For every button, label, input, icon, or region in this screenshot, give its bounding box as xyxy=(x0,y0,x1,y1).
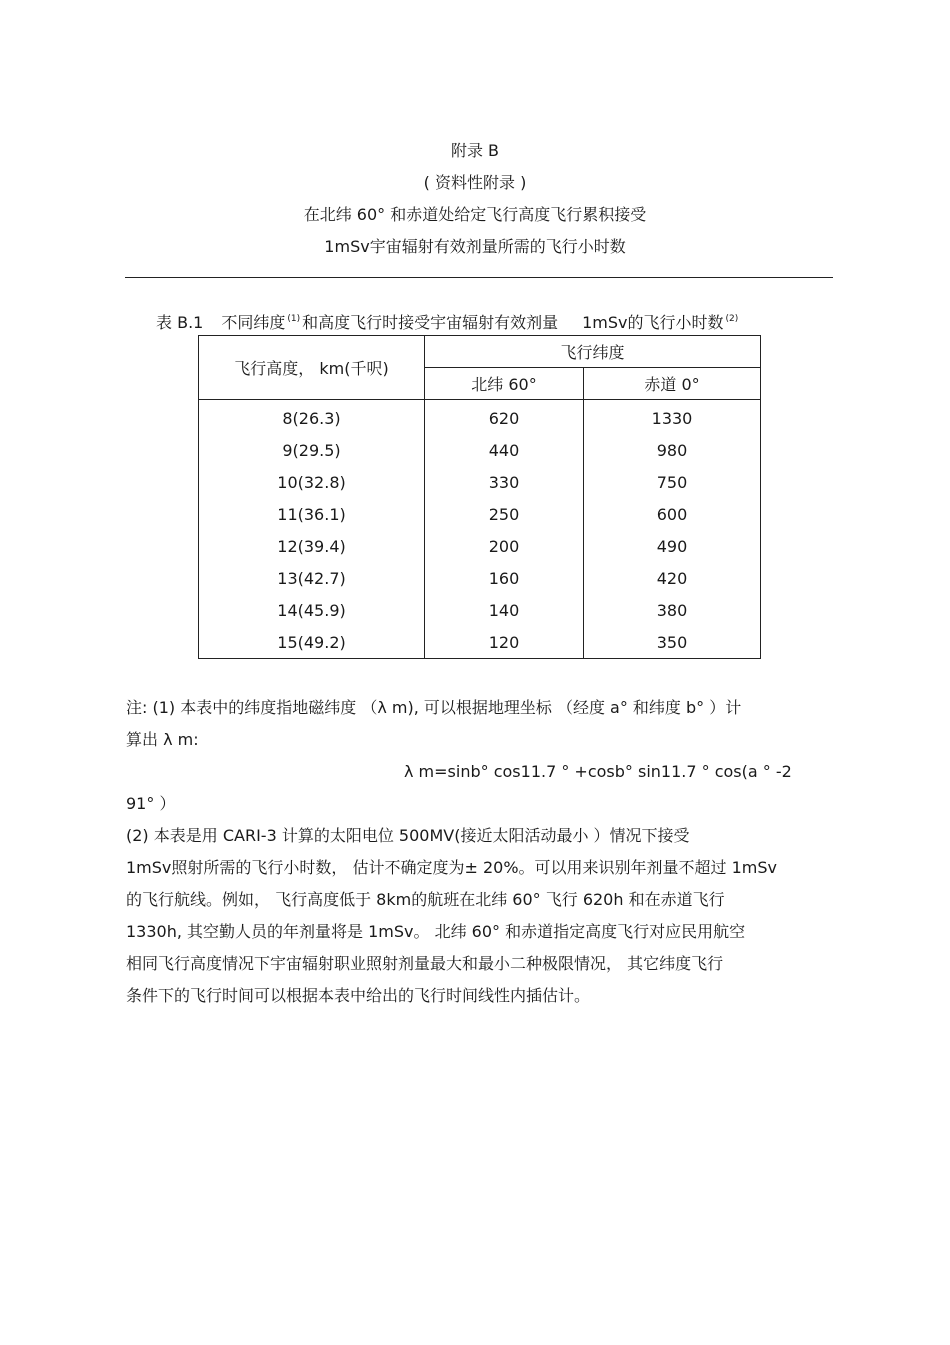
note-2-line: 的飞行航线。例如， 飞行高度低于 8km的航班在北纬 60° 飞行 620h 和在赤道飞行 xyxy=(126,890,725,909)
header-latitude-group: 飞行纬度 xyxy=(425,336,761,368)
note-1-line: 注: (1) 本表中的纬度指地磁纬度 （λ m), 可以根据地理坐标 （经度 a° 和纬度 b° ）计 xyxy=(126,698,742,717)
footnote-ref-1: (1) xyxy=(287,314,301,324)
cell-equator: 490 xyxy=(584,530,761,562)
table-row xyxy=(199,434,761,466)
header-north-60: 北纬 60° xyxy=(425,368,584,400)
cell-north60: 250 xyxy=(425,498,584,530)
document-title-line1: 在北纬 60° 和赤道处给定飞行高度飞行累积接受 xyxy=(303,205,647,224)
cell-equator: 380 xyxy=(584,594,761,626)
cell-north60: 440 xyxy=(425,434,584,466)
cell-north60: 330 xyxy=(425,466,584,498)
cell-equator: 1330 xyxy=(584,400,761,435)
table-row xyxy=(199,562,761,594)
cell-equator: 600 xyxy=(584,498,761,530)
table-caption-part1: 不同纬度 xyxy=(221,313,286,332)
cell-equator: 420 xyxy=(584,562,761,594)
appendix-title: 附录 B xyxy=(450,141,500,160)
cell-altitude: 13(42.7) xyxy=(199,562,425,594)
note-1-continuation: 算出 λ m: xyxy=(126,730,199,749)
cell-north60: 200 xyxy=(425,530,584,562)
header-altitude: 飞行高度， km(千呎) xyxy=(199,336,425,400)
appendix-type: ( 资料性附录 ) xyxy=(423,173,527,192)
cell-north60: 120 xyxy=(425,626,584,659)
table-caption-part2: 和高度飞行时接受宇宙辐射有效剂量 xyxy=(302,313,559,332)
cell-altitude: 11(36.1) xyxy=(199,498,425,530)
table-row xyxy=(199,626,761,659)
cell-altitude: 8(26.3) xyxy=(199,400,425,435)
table-caption xyxy=(156,310,740,333)
table-row xyxy=(199,498,761,530)
cell-equator: 750 xyxy=(584,466,761,498)
note-2-line: 相同飞行高度情况下宇宙辐射职业照射剂量最大和最小二种极限情况， 其它纬度飞行 xyxy=(126,954,724,973)
table-caption-part3: 1mSv的飞行小时数 xyxy=(582,313,724,332)
cell-equator: 350 xyxy=(584,626,761,659)
flight-hours-table xyxy=(198,335,761,659)
table-row xyxy=(199,530,761,562)
document-title-line2: 1mSv宇宙辐射有效剂量所需的飞行小时数 xyxy=(324,237,626,256)
latitude-formula: λ m=sinb° cos11.7 ° +cosb° sin11.7 ° cos(a ° -2 xyxy=(404,762,792,781)
cell-altitude: 10(32.8) xyxy=(199,466,425,498)
cell-altitude: 14(45.9) xyxy=(199,594,425,626)
cell-altitude: 12(39.4) xyxy=(199,530,425,562)
note-2-line: 1mSv照射所需的飞行小时数， 估计不确定度为± 20%。可以用来识别年剂量不超过 1mSv xyxy=(126,858,778,877)
note-2-line: 条件下的飞行时间可以根据本表中给出的飞行时间线性内插估计。 xyxy=(126,986,591,1005)
note-2-line: 1330h, 其空勤人员的年剂量将是 1mSv。 北纬 60° 和赤道指定高度飞行对应民用航空 xyxy=(126,922,746,941)
latitude-formula-continuation: 91° ） xyxy=(126,794,176,813)
cell-north60: 620 xyxy=(425,400,584,435)
table-row xyxy=(199,400,761,435)
table-row xyxy=(199,594,761,626)
cell-altitude: 9(29.5) xyxy=(199,434,425,466)
cell-north60: 160 xyxy=(425,562,584,594)
table-caption-prefix: 表 B.1 xyxy=(156,313,204,332)
cell-north60: 140 xyxy=(425,594,584,626)
cell-equator: 980 xyxy=(584,434,761,466)
footnote-ref-2: (2) xyxy=(725,314,739,324)
horizontal-rule xyxy=(125,277,833,278)
header-equator: 赤道 0° xyxy=(584,368,761,400)
table-row xyxy=(199,466,761,498)
cell-altitude: 15(49.2) xyxy=(199,626,425,659)
note-2-line: (2) 本表是用 CARI-3 计算的太阳电位 500MV(接近太阳活动最小 ）情况下接受 xyxy=(126,826,690,845)
